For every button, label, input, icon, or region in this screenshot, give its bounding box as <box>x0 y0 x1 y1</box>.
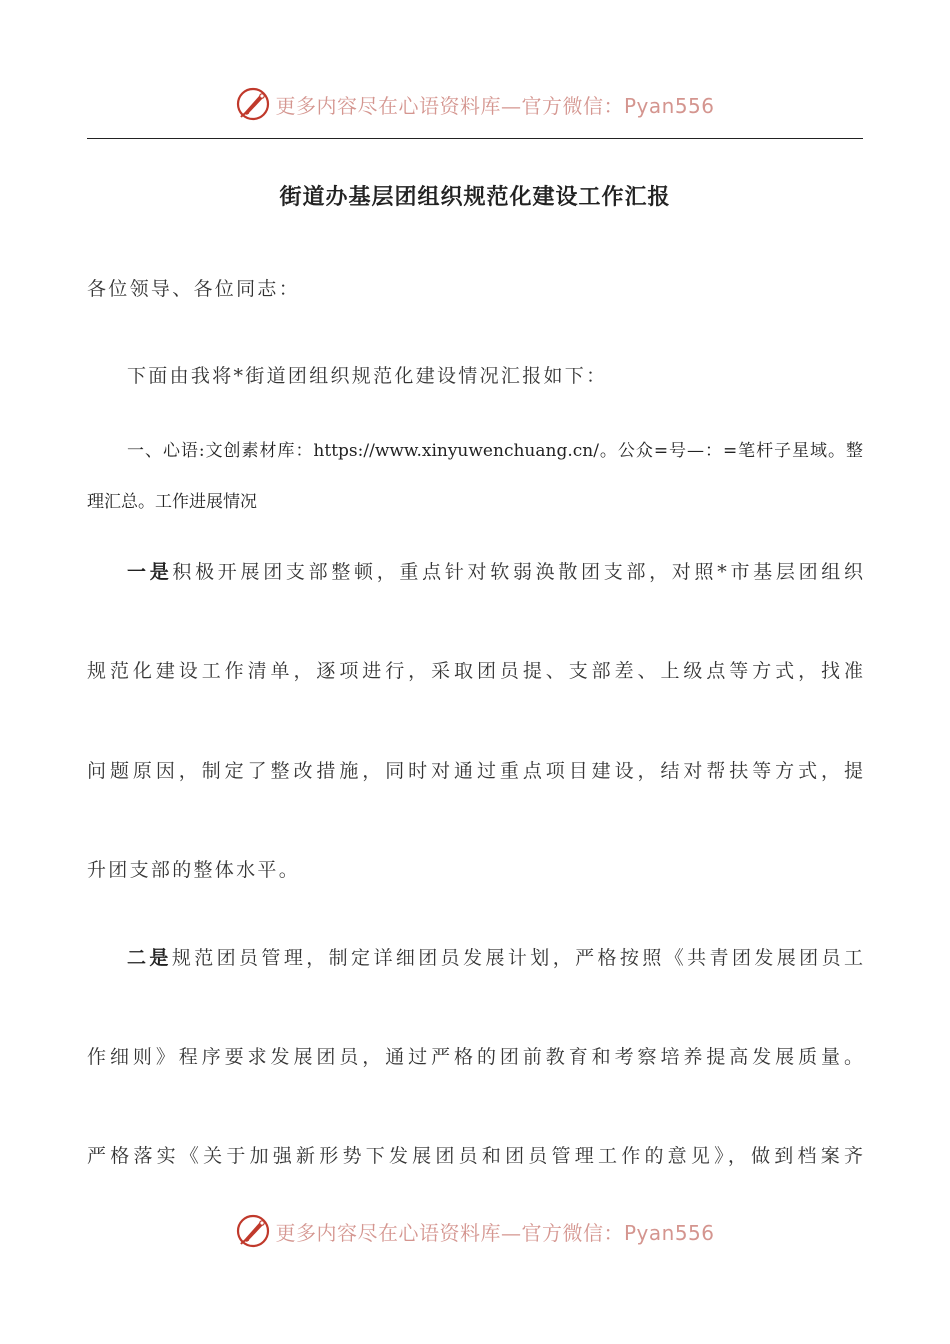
quill-pen-logo-icon <box>235 1213 271 1249</box>
section1-heading-line1: 一、心语:文创素材库：https://www.xinyuwenchuang.cn/。公众=号—：=笔杆子星域。整 <box>127 441 863 461</box>
paragraph1-line2: 规范化建设工作清单，逐项进行，采取团员提、支部差、上级点等方式，找准 <box>87 660 863 682</box>
paragraph1-line4: 升团支部的整体水平。 <box>87 859 301 881</box>
section1-heading-line2: 理汇总。工作进展情况 <box>87 492 257 512</box>
footer-banner-wechat-id: Pyan556 <box>623 1220 715 1245</box>
paragraph1-lead: 一是 <box>127 561 173 583</box>
banner-text <box>275 90 714 119</box>
header-divider <box>87 138 863 139</box>
paragraph1-line1 <box>127 557 863 584</box>
footer-banner-text <box>275 1217 714 1246</box>
footer-banner <box>0 1211 950 1251</box>
paragraph2-line2: 作细则》程序要求发展团员，通过严格的团前教育和考察培养提高发展质量。 <box>87 1046 863 1068</box>
paragraph1-text1: 积极开展团支部整顿，重点针对软弱涣散团支部，对照*市基层团组织 <box>172 561 863 583</box>
paragraph2-line3: 严格落实《关于加强新形势下发展团员和团员管理工作的意见》，做到档案齐 <box>87 1145 863 1167</box>
header-banner <box>0 84 950 124</box>
paragraph1-line3: 问题原因，制定了整改措施，同时对通过重点项目建设，结对帮扶等方式，提 <box>87 760 863 782</box>
quill-pen-logo-icon <box>235 86 271 122</box>
greeting: 各位领导、各位同志： <box>87 278 301 300</box>
paragraph2-text1: 规范团员管理，制定详细团员发展计划，严格按照《共青团发展团员工 <box>171 947 863 969</box>
banner-slogan: 更多内容尽在心语资料库—官方微信： <box>275 93 624 118</box>
banner-wechat-id: Pyan556 <box>623 93 715 118</box>
paragraph2-line1 <box>127 943 863 970</box>
paragraph2-lead: 二是 <box>127 947 172 969</box>
intro-paragraph: 下面由我将*街道团组织规范化建设情况汇报如下： <box>127 365 608 387</box>
document-title: 街道办基层团组织规范化建设工作汇报 <box>279 184 671 210</box>
footer-banner-slogan: 更多内容尽在心语资料库—官方微信： <box>275 1220 624 1245</box>
